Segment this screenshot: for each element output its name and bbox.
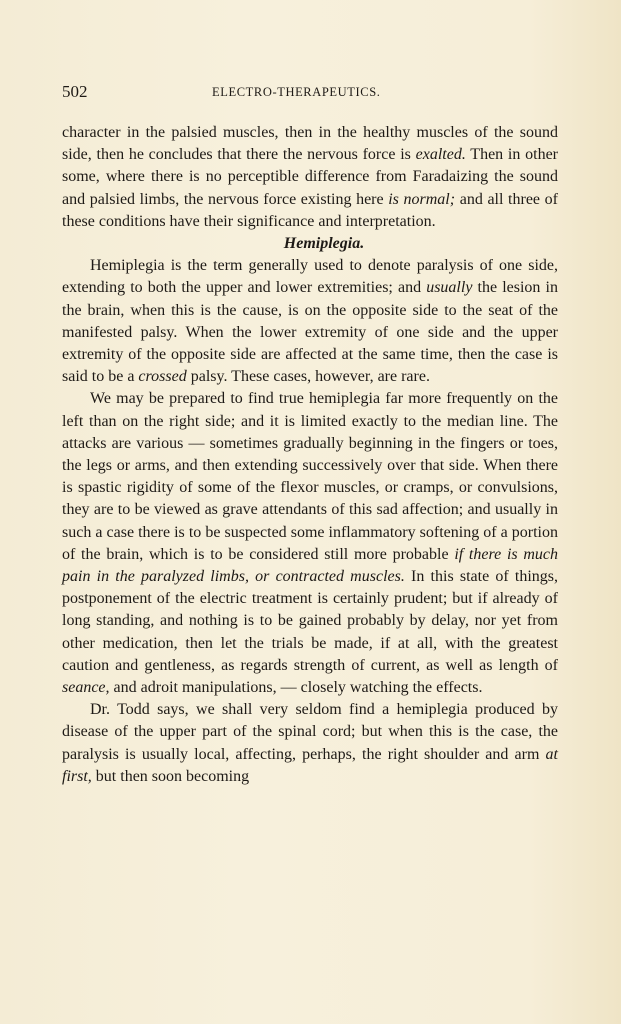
text-run: Hemiplegia is the term generally used to denote paralysis of one side, extending to both the upper and lower extremities; and (62, 257, 558, 297)
italic-run: usually (426, 279, 473, 297)
italic-run: is normal; (388, 190, 456, 208)
italic-run: if there is much pain in the paralyzed limbs, or contracted muscles. (62, 545, 559, 586)
running-title: ELECTRO-THERAPEUTICS. (212, 85, 381, 99)
paragraph-hemiplegia-definition (62, 255, 558, 388)
text-run: We may be prepared to find true hemiplegia far more frequently on the left than on the right side; and it is limited exactly to the median line. The attacks are various — sometimes gradually beginning in the fingers or toes, the legs or arms, and then extending successively over that side. When there is spastic rigidity of some of the flexor muscles, or cramps, or convulsions, they are to be viewed as grave attendants of this sad affection; and usually in such a case there is to be suspected some inflammatory softening of a portion of the brain, which is to be considered still more probable (62, 390, 558, 563)
text-run: but then soon becoming (91, 767, 250, 785)
page-number: 502 (62, 82, 88, 101)
italic-run: exalted. (415, 146, 466, 164)
italic-run: seance, (62, 679, 110, 697)
text-run: In this state of things, postponement of the electric treatment is certainly prudent; but if already of long standing, and nothing is to be gained probably by delay, nor yet from other medication, then let the trials be made, if at all, with the greatest caution and gentleness, as regards strength of current, as well as length of (62, 568, 558, 674)
body-text (62, 122, 558, 788)
text-run: palsy. These cases, however, are rare. (186, 368, 430, 386)
paragraph-continuation (62, 122, 558, 233)
page-header (62, 82, 572, 104)
paragraph-dr-todd (62, 699, 558, 788)
text-run: character in the palsied muscles, then in the healthy muscles of the sound side, then he concludes that there the nervous force is (62, 124, 558, 164)
paragraph-attacks (62, 388, 558, 699)
italic-run: crossed (138, 368, 187, 386)
text-run: and all three of these conditions have their significance and interpretation. (62, 190, 558, 230)
italic-run: at first, (62, 745, 558, 785)
text-run: and adroit manipulations, — closely watching the effects. (109, 679, 483, 697)
text-run: the lesion in the brain, when this is the cause, is on the opposite side to the seat of the manifested palsy. When the lower extremity of one side and the upper extremity of the opposite side are affected at the same time, then the case is said to be a (62, 279, 558, 386)
text-run: Dr. Todd says, we shall very seldom find a hemiplegia produced by disease of the upper part of the spinal cord; but when this is the case, the paralysis is usually local, affecting, perhaps, the right shoulder and arm (62, 701, 558, 763)
section-heading: Hemiplegia. (283, 235, 365, 253)
text-run: Then in other some, where there is no perceptible difference from Faradaizing the sound and palsied limbs, the nervous force existing here (62, 146, 559, 208)
